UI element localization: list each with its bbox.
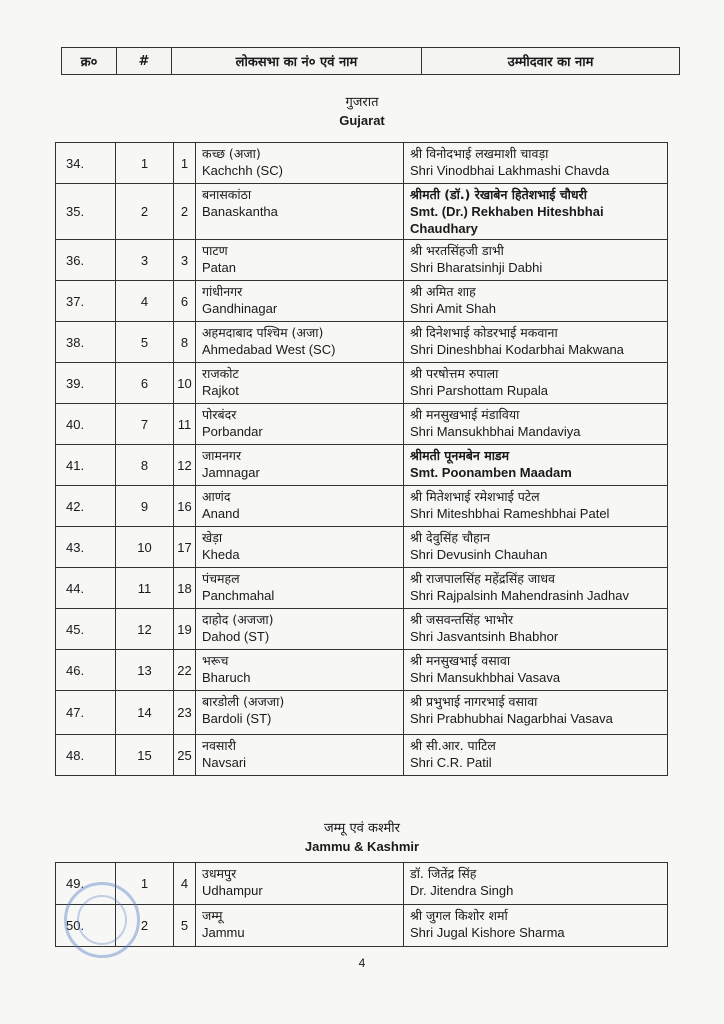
constituency-name-english: Anand bbox=[202, 506, 240, 521]
constituency-name bbox=[196, 527, 404, 568]
constituency-name-english: Rajkot bbox=[202, 383, 239, 398]
table-row bbox=[56, 863, 668, 905]
table-row bbox=[56, 691, 668, 735]
candidate-name-hindi: डॉ. जितेंद्र सिंह bbox=[410, 866, 477, 881]
candidate-name-hindi: श्री प्रभुभाई नागरभाई वसावा bbox=[410, 694, 538, 709]
candidate-name-english: Shri Prabhubhai Nagarbhai Vasava bbox=[410, 711, 613, 726]
candidate-name-english: Shri Dineshbhai Kodarbhai Makwana bbox=[410, 342, 624, 357]
candidate-name-english: Shri Miteshbhai Rameshbhai Patel bbox=[410, 506, 610, 521]
candidate-name bbox=[404, 568, 668, 609]
column-header-table bbox=[61, 47, 680, 75]
serial-number: 50. bbox=[56, 905, 116, 947]
state-index: 12 bbox=[116, 609, 174, 650]
constituency-name bbox=[196, 281, 404, 322]
constituency-number: 10 bbox=[174, 363, 196, 404]
serial-number: 45. bbox=[56, 609, 116, 650]
gujarat-rows bbox=[56, 143, 668, 776]
constituency-name-hindi: उधमपुर bbox=[202, 866, 237, 881]
table-row bbox=[56, 568, 668, 609]
constituency-name-english: Jamnagar bbox=[202, 465, 260, 480]
serial-number: 49. bbox=[56, 863, 116, 905]
constituency-name-hindi: बारडोली (अजजा) bbox=[202, 694, 285, 709]
table-row bbox=[56, 281, 668, 322]
constituency-name bbox=[196, 568, 404, 609]
candidate-name-hindi: श्री विनोदभाई लखमाशी चावड़ा bbox=[410, 146, 549, 161]
serial-number: 36. bbox=[56, 240, 116, 281]
candidate-name bbox=[404, 609, 668, 650]
constituency-name-english: Panchmahal bbox=[202, 588, 275, 603]
table-row bbox=[56, 609, 668, 650]
constituency-number: 12 bbox=[174, 445, 196, 486]
constituency-name bbox=[196, 445, 404, 486]
candidate-name-english: Smt. Poonamben Maadam bbox=[410, 465, 572, 480]
serial-number: 37. bbox=[56, 281, 116, 322]
constituency-number: 17 bbox=[174, 527, 196, 568]
candidate-name bbox=[404, 650, 668, 691]
constituency-number: 22 bbox=[174, 650, 196, 691]
serial-number: 40. bbox=[56, 404, 116, 445]
table-row bbox=[56, 650, 668, 691]
serial-number: 48. bbox=[56, 735, 116, 776]
constituency-name-hindi: बनासकांठा bbox=[202, 187, 252, 202]
table-row bbox=[56, 363, 668, 404]
constituency-name bbox=[196, 905, 404, 947]
table-row bbox=[56, 905, 668, 947]
constituency-name bbox=[196, 143, 404, 184]
constituency-number: 16 bbox=[174, 486, 196, 527]
page-number: 4 bbox=[358, 956, 366, 970]
column-header-row bbox=[62, 48, 680, 75]
constituency-number: 11 bbox=[174, 404, 196, 445]
state-index: 2 bbox=[116, 184, 174, 240]
constituency-name bbox=[196, 240, 404, 281]
candidate-name bbox=[404, 445, 668, 486]
constituency-number: 8 bbox=[174, 322, 196, 363]
candidate-name-hindi: श्री मनसुखभाई मंडाविया bbox=[410, 407, 520, 422]
constituency-name bbox=[196, 691, 404, 735]
serial-number: 44. bbox=[56, 568, 116, 609]
constituency-number: 2 bbox=[174, 184, 196, 240]
serial-number: 38. bbox=[56, 322, 116, 363]
table-row bbox=[56, 735, 668, 776]
state-index: 5 bbox=[116, 322, 174, 363]
candidate-name-hindi: श्री राजपालसिंह महेंद्रसिंह जाधव bbox=[410, 571, 555, 586]
state-index: 11 bbox=[116, 568, 174, 609]
serial-number: 34. bbox=[56, 143, 116, 184]
section-title-english: Gujarat bbox=[339, 113, 385, 128]
candidate-name-hindi: श्री सी.आर. पाटिल bbox=[410, 738, 496, 753]
constituency-name-english: Dahod (ST) bbox=[202, 629, 270, 644]
constituency-number: 5 bbox=[174, 905, 196, 947]
constituency-name-hindi: अहमदाबाद पश्चिम (अजा) bbox=[202, 325, 324, 340]
constituency-name-hindi: पंचमहल bbox=[202, 571, 240, 586]
constituency-name-hindi: जम्मू bbox=[202, 908, 223, 923]
candidate-name bbox=[404, 863, 668, 905]
candidate-name-hindi: श्रीमती (डॉ.) रेखाबेन हितेशभाई चौधरी bbox=[410, 187, 587, 202]
table-row bbox=[56, 486, 668, 527]
state-index: 15 bbox=[116, 735, 174, 776]
section-title-jammu-kashmir bbox=[0, 820, 724, 856]
constituency-number: 4 bbox=[174, 863, 196, 905]
constituency-name bbox=[196, 863, 404, 905]
candidate-name-english: Shri C.R. Patil bbox=[410, 755, 492, 770]
constituency-name-english: Kachchh (SC) bbox=[202, 163, 283, 178]
constituency-name-english: Jammu bbox=[202, 925, 245, 940]
constituency-name-hindi: दाहोद (अजजा) bbox=[202, 612, 274, 627]
candidate-name-hindi: श्री दिनेशभाई कोडरभाई मकवाना bbox=[410, 325, 558, 340]
candidate-name-hindi: श्री मनसुखभाई वसावा bbox=[410, 653, 511, 668]
candidate-name bbox=[404, 691, 668, 735]
candidate-name-english: Smt. (Dr.) Rekhaben Hiteshbhai Chaudhary bbox=[410, 204, 604, 236]
candidate-name bbox=[404, 322, 668, 363]
header-hash: # bbox=[117, 48, 172, 75]
candidate-name-hindi: श्री जुगल किशोर शर्मा bbox=[410, 908, 508, 923]
constituency-name-english: Udhampur bbox=[202, 883, 263, 898]
header-constituency: लोकसभा का नं० एवं नाम bbox=[172, 48, 422, 75]
table-row bbox=[56, 527, 668, 568]
header-kra: क्र० bbox=[62, 48, 117, 75]
constituency-name-hindi: भरूच bbox=[202, 653, 229, 668]
state-index: 6 bbox=[116, 363, 174, 404]
state-index: 3 bbox=[116, 240, 174, 281]
serial-number: 35. bbox=[56, 184, 116, 240]
constituency-name-hindi: नवसारी bbox=[202, 738, 236, 753]
constituency-number: 18 bbox=[174, 568, 196, 609]
constituency-name-hindi: पाटण bbox=[202, 243, 228, 258]
table-row bbox=[56, 445, 668, 486]
candidate-name bbox=[404, 404, 668, 445]
gujarat-candidate-table bbox=[55, 142, 668, 776]
state-index: 4 bbox=[116, 281, 174, 322]
serial-number: 41. bbox=[56, 445, 116, 486]
constituency-name-english: Bharuch bbox=[202, 670, 251, 685]
constituency-name-hindi: पोरबंदर bbox=[202, 407, 237, 422]
constituency-name-hindi: गांधीनगर bbox=[202, 284, 243, 299]
constituency-number: 19 bbox=[174, 609, 196, 650]
state-index: 1 bbox=[116, 143, 174, 184]
candidate-name-english: Shri Rajpalsinh Mahendrasinh Jadhav bbox=[410, 588, 629, 603]
candidate-name bbox=[404, 240, 668, 281]
serial-number: 39. bbox=[56, 363, 116, 404]
candidate-name bbox=[404, 735, 668, 776]
constituency-name-english: Banaskantha bbox=[202, 204, 278, 219]
candidate-name bbox=[404, 486, 668, 527]
serial-number: 47. bbox=[56, 691, 116, 735]
constituency-number: 25 bbox=[174, 735, 196, 776]
state-index: 14 bbox=[116, 691, 174, 735]
constituency-number: 6 bbox=[174, 281, 196, 322]
candidate-name-english: Shri Parshottam Rupala bbox=[410, 383, 549, 398]
section-title-gujarat bbox=[0, 94, 724, 130]
serial-number: 46. bbox=[56, 650, 116, 691]
constituency-name bbox=[196, 322, 404, 363]
candidate-name-english: Shri Jugal Kishore Sharma bbox=[410, 925, 565, 940]
constituency-name bbox=[196, 486, 404, 527]
table-row bbox=[56, 240, 668, 281]
state-index: 13 bbox=[116, 650, 174, 691]
candidate-name-hindi: श्रीमती पूनमबेन माडम bbox=[410, 448, 510, 463]
constituency-name bbox=[196, 363, 404, 404]
serial-number: 43. bbox=[56, 527, 116, 568]
candidate-name-english: Shri Vinodbhai Lakhmashi Chavda bbox=[410, 163, 610, 178]
serial-number: 42. bbox=[56, 486, 116, 527]
table-row bbox=[56, 322, 668, 363]
candidate-name-english: Shri Devusinh Chauhan bbox=[410, 547, 548, 562]
state-index: 2 bbox=[116, 905, 174, 947]
candidate-name bbox=[404, 527, 668, 568]
candidate-name-english: Dr. Jitendra Singh bbox=[410, 883, 514, 898]
table-row bbox=[56, 184, 668, 240]
candidate-name-english: Shri Mansukhbhai Vasava bbox=[410, 670, 561, 685]
constituency-name-english: Porbandar bbox=[202, 424, 263, 439]
constituency-name-english: Patan bbox=[202, 260, 236, 275]
constituency-name bbox=[196, 735, 404, 776]
candidate-name bbox=[404, 184, 668, 240]
header-candidate: उम्मीदवार का नाम bbox=[422, 48, 680, 75]
state-index: 1 bbox=[116, 863, 174, 905]
candidate-name bbox=[404, 143, 668, 184]
constituency-name bbox=[196, 609, 404, 650]
official-seal-stamp bbox=[64, 882, 140, 958]
candidate-name bbox=[404, 363, 668, 404]
constituency-name-hindi: राजकोट bbox=[202, 366, 239, 381]
constituency-name-hindi: आणंद bbox=[202, 489, 231, 504]
candidate-name-english: Shri Amit Shah bbox=[410, 301, 496, 316]
candidate-name-hindi: श्री अमित शाह bbox=[410, 284, 476, 299]
section-title-hindi: जम्मू एवं कश्मीर bbox=[324, 821, 400, 836]
candidate-name bbox=[404, 281, 668, 322]
constituency-name bbox=[196, 650, 404, 691]
state-index: 7 bbox=[116, 404, 174, 445]
constituency-name-english: Navsari bbox=[202, 755, 247, 770]
candidate-name bbox=[404, 905, 668, 947]
constituency-name bbox=[196, 404, 404, 445]
candidate-name-english: Shri Mansukhbhai Mandaviya bbox=[410, 424, 581, 439]
section-title-english: Jammu & Kashmir bbox=[304, 839, 420, 854]
constituency-name-english: Ahmedabad West (SC) bbox=[202, 342, 336, 357]
constituency-name-english: Kheda bbox=[202, 547, 240, 562]
table-row bbox=[56, 143, 668, 184]
table-row bbox=[56, 404, 668, 445]
state-index: 8 bbox=[116, 445, 174, 486]
constituency-number: 1 bbox=[174, 143, 196, 184]
candidate-name-hindi: श्री जसवन्तसिंह भाभोर bbox=[410, 612, 514, 627]
state-index: 10 bbox=[116, 527, 174, 568]
section-title-hindi: गुजरात bbox=[345, 95, 379, 110]
candidate-name-hindi: श्री भरतसिंहजी डाभी bbox=[410, 243, 504, 258]
state-index: 9 bbox=[116, 486, 174, 527]
jammu-kashmir-rows bbox=[56, 863, 668, 947]
constituency-name-english: Gandhinagar bbox=[202, 301, 278, 316]
candidate-name-hindi: श्री परषोत्तम रुपाला bbox=[410, 366, 499, 381]
constituency-name-hindi: खेड़ा bbox=[202, 530, 223, 545]
constituency-name-english: Bardoli (ST) bbox=[202, 711, 272, 726]
candidate-name-english: Shri Jasvantsinh Bhabhor bbox=[410, 629, 559, 644]
candidate-name-hindi: श्री देवुसिंह चौहान bbox=[410, 530, 490, 545]
constituency-name bbox=[196, 184, 404, 240]
constituency-number: 3 bbox=[174, 240, 196, 281]
candidate-name-hindi: श्री मितेशभाई रमेशभाई पटेल bbox=[410, 489, 540, 504]
constituency-name-hindi: कच्छ (अजा) bbox=[202, 146, 261, 161]
constituency-number: 23 bbox=[174, 691, 196, 735]
candidate-name-english: Shri Bharatsinhji Dabhi bbox=[410, 260, 543, 275]
jammu-kashmir-candidate-table bbox=[55, 862, 668, 947]
constituency-name-hindi: जामनगर bbox=[202, 448, 242, 463]
